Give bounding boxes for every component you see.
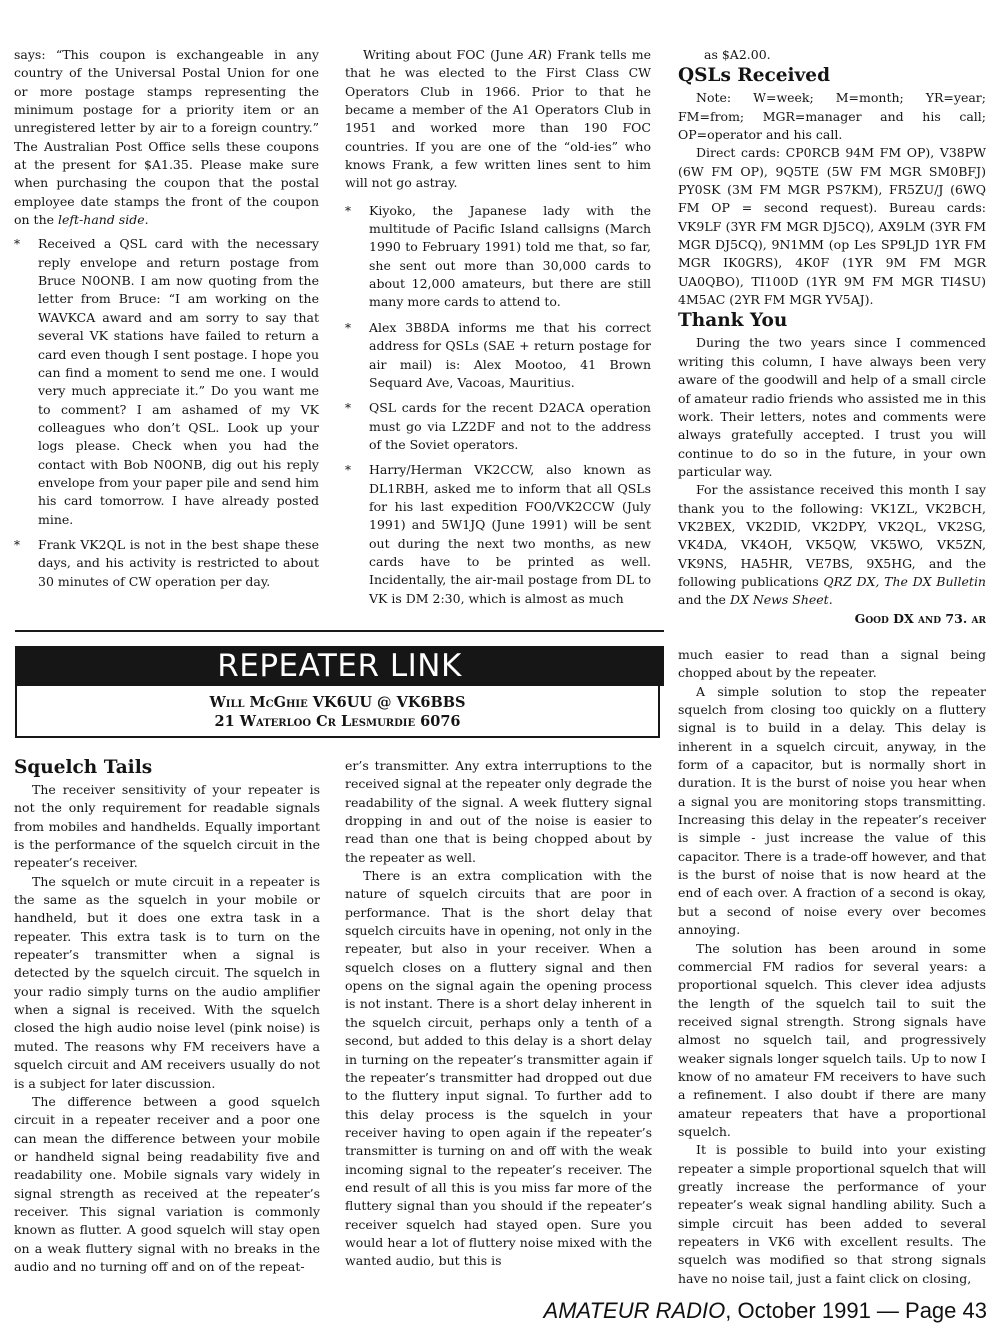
- paragraph-text: and the: [678, 592, 730, 608]
- author-line: Will McGhie VK6UU @ VK6BBS: [209, 694, 466, 711]
- bullet-text: Harry/Herman VK2CCW, also known as DL1RBH, asked me to inform that all QSLs for his last expedition FO0/VK2CCW (July 1991) and 5W1JQ (June 1991) will be sent out during the next two months, as new cards have to be printed as well. Incidentally, the air-mail postage from DL to VK is DM 2:30, which is almost as much: [369, 462, 651, 606]
- paragraph-coupon: [14, 46, 319, 229]
- paragraph-foc: [345, 46, 651, 193]
- byline-box: [15, 686, 660, 738]
- bullet-text: Received a QSL card with the necessary reply envelope and return postage from Bruce N0ONB. I am now quoting from the letter from Bruce: “I am working on the WAVKCA award and am sorry to say that several VK stations have failed to return a card even though I sent postage. I hope you can find a moment to send me one. I would very much appreciate it.” Do you want me to comment? I am ashamed of my VK colleagues who don’t QSL. Look up your logs please. Check when you had the contact with Bob N0ONB, dig out his reply envelope from your paper pile and send him his card tomorrow. I have already posted mine.: [38, 236, 319, 527]
- article-paragraph: The squelch or mute circuit in a repeater is the same as the squelch in your mobile or handheld, but it does one extra task in a repeater. This extra task is to turn on the repeater’s transmitter when a signal is detected by the squelch circuit. The squelch in your radio simply turns on the audio amplifier when a signal is received. With the squelch closed the high audio noise level (pink noise) is muted. The reasons why FM receivers have a squelch circuit and AM receivers usually do not is a subject for later discussion.: [14, 873, 320, 1091]
- article-paragraph: The difference between a good squelch circuit in a repeater receiver and a poor one can mean the difference between your mobile or handheld signal being readability five and readability one. Mobile signals vary widely in signal strength as received at the repeater’s receiver. This signal variation is commonly known as flutter. A good squelch will stay open on a weak fluttery signal with no breaks in the audio and no turning off and on of the repeat-: [14, 1093, 320, 1274]
- paragraph-text: says: “This coupon is exchangeable in any country of the Universal Postal Union for one or more postage stamps representing the minimum postage for a priority item or an unregistered letter by air to a foreign country.” The Australian Post Office sells these coupons at the present for $A1.35. Please make sure when purchasing the coupon that the postal employee date stamps the front of the coupon on the: [14, 47, 319, 228]
- article-column-1: [14, 757, 320, 1276]
- paragraph-text: Writing about FOC (June: [363, 47, 529, 62]
- paragraph-text: .: [828, 592, 833, 608]
- publication-title: DX News Sheet: [729, 592, 829, 608]
- bullet-marker: *: [345, 401, 351, 416]
- bullet-text: Kiyoko, the Japanese lady with the multitude of Pacific Island callsigns (March 1990 to February 1991) told me that, so far, she sent out more than 30,000 cards to about 12,000 amateurs, but there are still many more cards to attend to.: [369, 202, 651, 310]
- bullet-marker: *: [14, 537, 20, 552]
- article-paragraph: The solution has been around in some commercial FM radios for several years: a proportional squelch. This clever idea adjusts the length of the squelch tail to suit the received signal strength. Strong signals have almost no squelch tail, and progressively weaker signals longer squelch tails. Up to now I know of no amateur FM receivers to have such a refinement. I also doubt if there are many amateur repeaters that have a proportional squelch.: [678, 940, 986, 1139]
- paragraph-thanks-1: During the two years since I commenced writing this column, I have always been very aware of the goodwill and help of a small circle of amateur radio friends who assisted me in this work. Their letters, notes and comments were always gratefully accepted. I trust you will continue to do so in the future, in your own particular way.: [678, 335, 986, 479]
- magazine-title: AMATEUR RADIO: [543, 1298, 726, 1323]
- heading-thank-you: Thank You: [678, 310, 788, 332]
- issue-info: , October 1991 — Page 43: [725, 1298, 987, 1323]
- section-divider: [15, 630, 664, 632]
- bullet-bruce: [14, 235, 319, 529]
- publication-title: QRZ DX, The DX Bulletin: [823, 573, 986, 589]
- italic-text: left-hand side.: [58, 212, 149, 228]
- bullet-text: QSL cards for the recent D2ACA operation must go via LZ2DF and not to the address of the Soviet operators.: [369, 400, 651, 452]
- italic-text: AR: [528, 47, 548, 62]
- bullet-frank: [14, 536, 319, 591]
- bullet-alex: [345, 319, 651, 392]
- article-paragraph: The receiver sensitivity of your repeater is not the only requirement for readable signals from mobiles and handhelds. Equally important is the performance of the squelch circuit in the repeater’s receiver.: [14, 782, 320, 871]
- paragraph-direct-cards: Direct cards: CP0RCB 94M FM OP), V38PW (6W FM OP), 9Q5TE (5W FM MGR SM0BFJ) PY0SK (3M FM MGR PS7KM), FR5ZU/J (6WQ FM OP = second request). Bureau cards: VK9LF (3YR FM MGR DJ5CQ), AX9LM (3YR FM MGR DJ5CQ), 9N1MM (op Les SP9LJD 1YR FM MGR IK0GRS), 4K0F (1YR 9M FM MGR UA0QBO), TI100D (1YR 9M FM MGR TI4SU) 4M5AC (2YR FM MGR YV5AJ).: [678, 145, 986, 308]
- article-paragraph: A simple solution to stop the repeater squelch from closing too quickly on a fluttery signal is to build in a delay. This delay is inherent in a squelch circuit, anyway, in the form of a capacitor, but is normally short in duration. It is the burst of noise you hear when a signal you are monitoring stops transmitting. Increasing this delay in the repeater’s receiver is simple - just increase the value of this capacitor. There is a trade-off however, and that is the burst of noise that is now heard at the end of each over. A fraction of a second is okay, but a second of noise every over becomes annoying.: [678, 683, 986, 938]
- bullet-marker: *: [14, 237, 20, 252]
- paragraph-note: Note: W=week; M=month; YR=year; FM=from; MGR=manager and his call; OP=operator and his call.: [678, 90, 986, 143]
- heading-qsls-received: QSLs Received: [678, 65, 831, 87]
- article-paragraph: There is an extra complication with the nature of squelch circuits that are poor in performance. That is the short delay that squelch circuits have in opening, not only in the repeater, but also in your receiver. When a squelch closes on a fluttery signal and then opens on the signal again the opening process is not instant. There is a short delay inherent in the squelch circuit, perhaps only a tenth of a second, but added to this delay is a short delay in turning on the repeater’s transmitter again if the repeater’s transmitter had dropped out due to the fluttery input signal. To further add to this delay process is the squelch in your receiver having to open again if the repeater’s transmitter is turning on and off with the weak incoming signal to the repeater’s receiver. The end result of all this is you miss far more of the fluttery signal than you should if the repeater’s receiver squelch had stayed open. Sure you would hear a lot of fluttery noise mixed with the wanted audio, but this is: [345, 868, 652, 1269]
- page-footer: [544, 1298, 987, 1324]
- paragraph-text: For the assistance received this month I say thank you to the following: VK1ZL, VK2BCH, VK2BEX, VK2DID, VK2DPY, VK2QL, VK2SG, VK4DA, VK4OH, VK5QW, VK5WO, VK5ZN, VK9NS, HA5HR, VE7BS, 9X5HG, and the following publications: [678, 482, 986, 589]
- top-column-3: [678, 46, 986, 628]
- top-column-1: [14, 46, 319, 598]
- article-paragraph: It is possible to build into your existing repeater a simple proportional squelch that will greatly increase the performance of your repeater’s weak signal handling ability. Such a simple circuit has been added to several repeaters in VK6 with excellent results. The squelch was modified so that strong signals have no noise tail, just a faint click on closing,: [678, 1142, 986, 1286]
- paragraph-text: ) Frank tells me that he was elected to the First Class CW Operators Club in 1966. Prior to that he became a member of the A1 Operators Club in 1951 and worked more than 190 FOC countries. If you are one of the “old-ies” who knows Frank, a few written lines sent to him will not go astray.: [345, 47, 652, 191]
- bullet-marker: *: [345, 320, 351, 335]
- bullet-marker: *: [345, 203, 351, 218]
- article-paragraph: much easier to read than a signal being chopped about by the repeater.: [678, 647, 986, 681]
- bullet-kiyoko: [345, 202, 651, 312]
- article-paragraph: er’s transmitter. Any extra interruptions to the received signal at the repeater only degrade the readability of the signal. A week fluttery signal dropping in and out of the noise is easier to read than one that is being chopped about by the repeater as well.: [345, 758, 652, 865]
- article-heading: Squelch Tails: [14, 757, 153, 778]
- continued-text: as $A2.00.: [704, 47, 771, 62]
- bullet-text: Alex 3B8DA informs me that his correct address for QSLs (SAE + return postage for air mail) is: Alex Mootoo, 41 Brown Sequard Ave, Vacoas, Mauritius.: [369, 319, 651, 390]
- bullet-d2aca: [345, 399, 651, 454]
- top-column-2: [345, 46, 651, 615]
- bullet-marker: *: [345, 463, 351, 478]
- bullet-text: Frank VK2QL is not in the best shape these days, and his activity is restricted to about 30 minutes of CW operation per day.: [38, 536, 319, 589]
- signoff: Good DX and 73. ar: [854, 610, 986, 626]
- address-line: 21 Waterloo Cr Lesmurdie 6076: [214, 713, 461, 730]
- article-column-2: [345, 757, 652, 1271]
- column-banner: REPEATER LINK: [15, 646, 664, 686]
- paragraph-thanks-2: [678, 481, 986, 609]
- article-column-3: [678, 646, 986, 1288]
- bullet-harry: [345, 461, 651, 608]
